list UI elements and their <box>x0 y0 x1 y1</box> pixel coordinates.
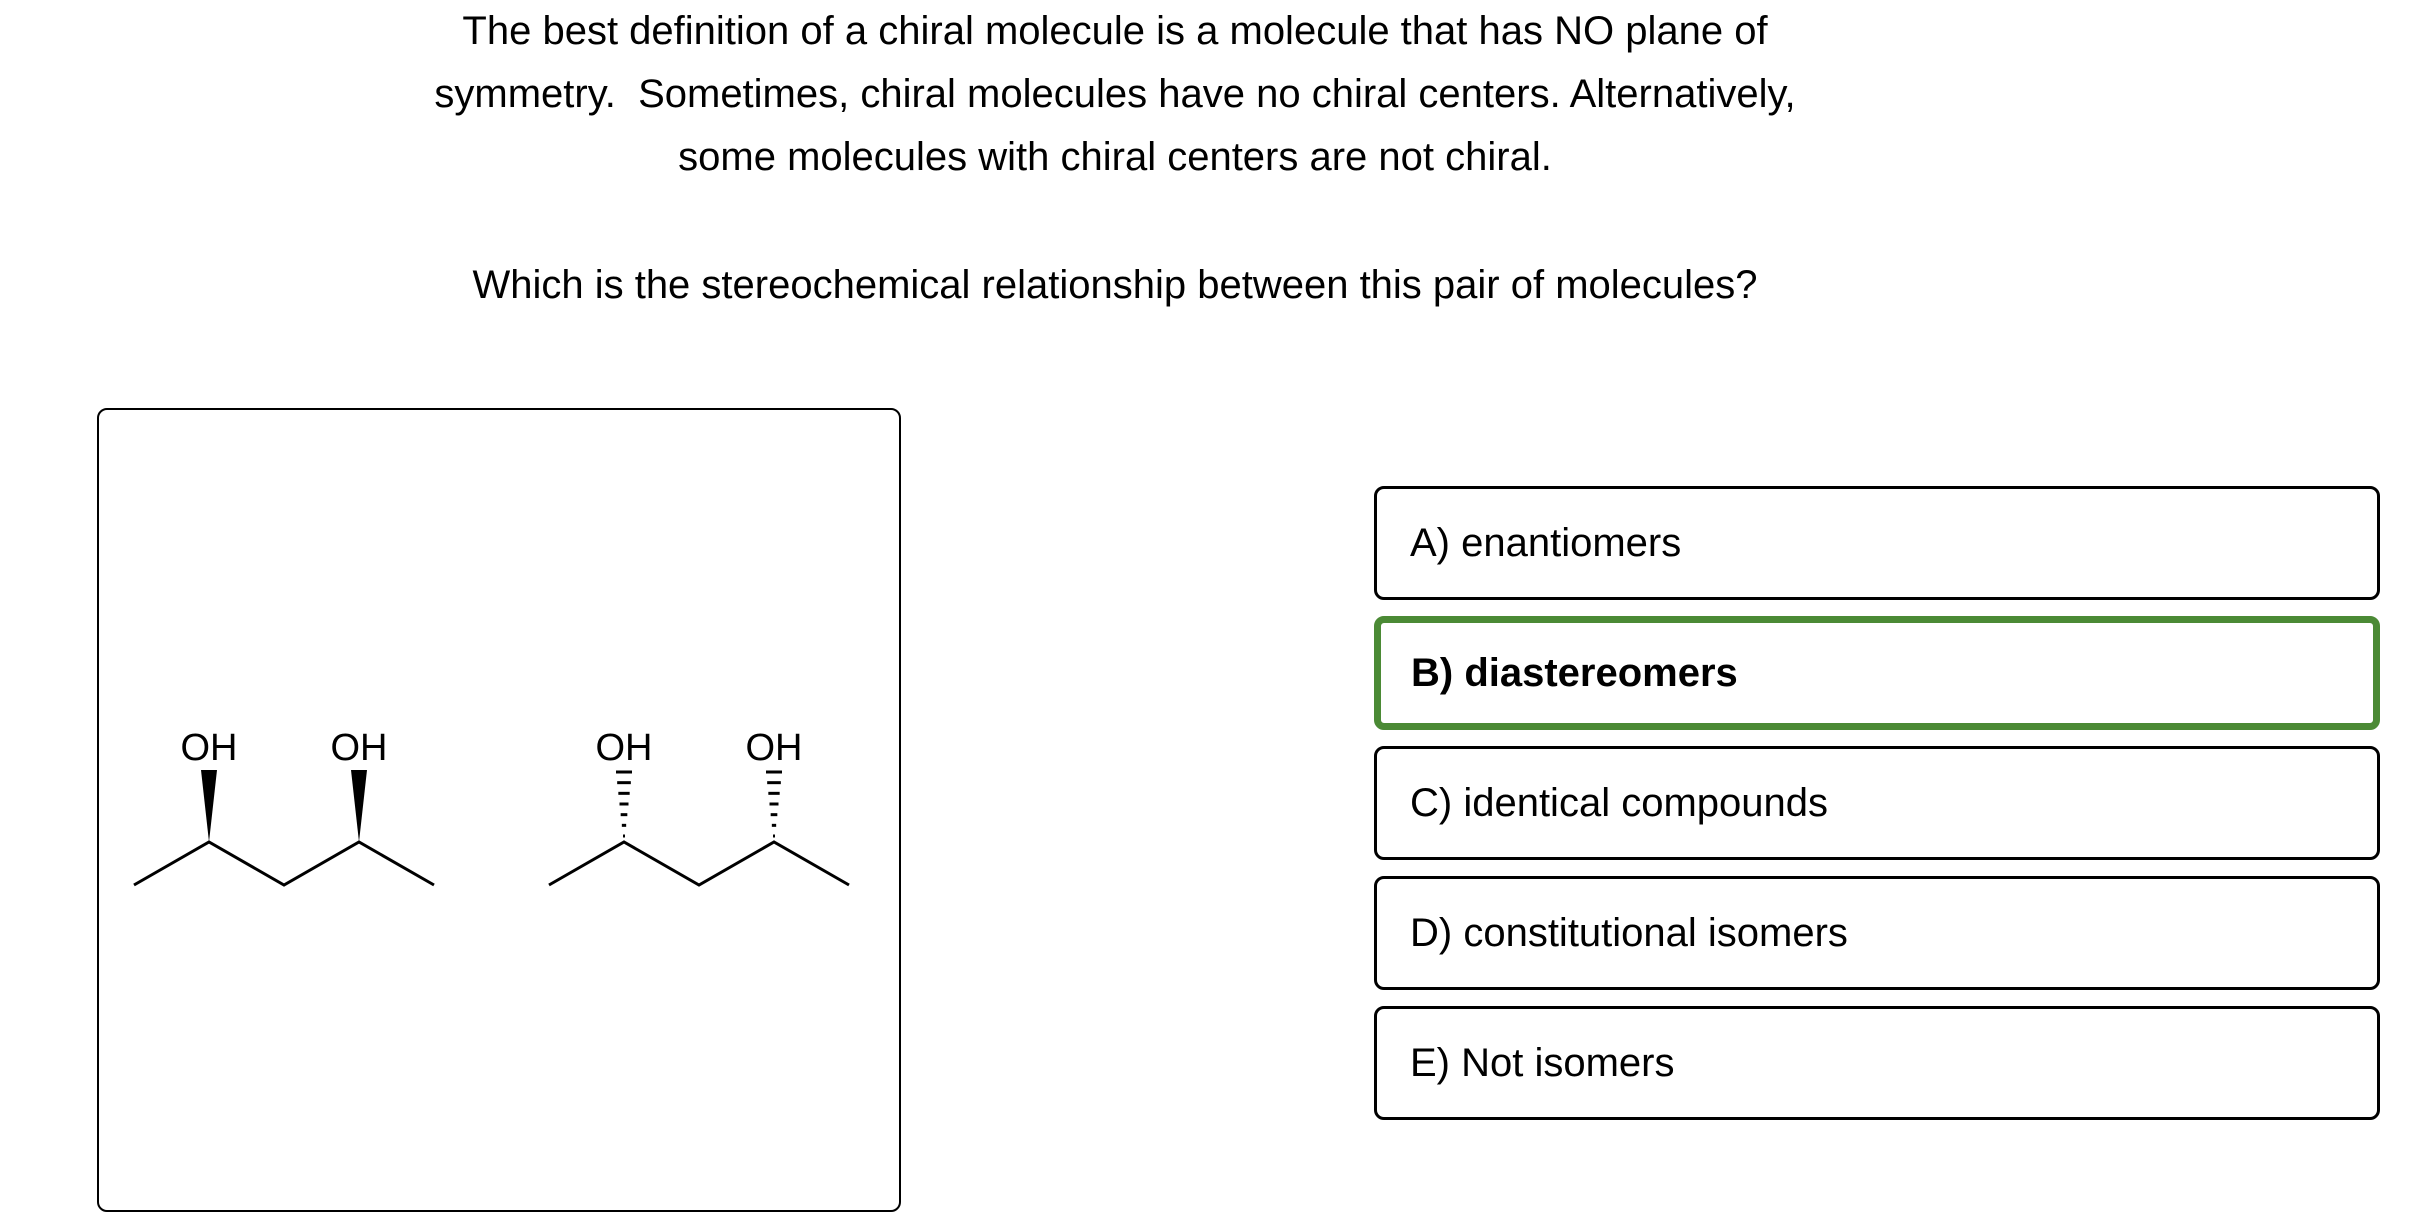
option-c-label: C) identical compounds <box>1410 780 1828 825</box>
left-wedge-bond-2 <box>351 770 367 842</box>
option-e-label: E) Not isomers <box>1410 1040 1675 1085</box>
option-a-enantiomers[interactable] <box>1374 486 2380 600</box>
molecule-left <box>134 727 434 885</box>
left-oh-label-2: OH <box>330 727 388 769</box>
molecule-right <box>549 727 849 885</box>
question-text: Which is the stereochemical relationship between this pair of molecules? <box>472 263 1758 307</box>
right-carbon-chain <box>549 842 849 885</box>
left-wedge-bond-1 <box>201 770 217 842</box>
molecule-pair-panel <box>97 408 901 1212</box>
right-hash-bond-1 <box>616 772 632 836</box>
option-e-not-isomers[interactable] <box>1374 1006 2380 1120</box>
option-d-label: D) constitutional isomers <box>1410 910 1848 955</box>
intro-text <box>260 0 1970 189</box>
right-hash-bond-2 <box>766 772 782 836</box>
right-oh-label-1: OH <box>595 727 653 769</box>
intro-line-1: The best definition of a chiral molecule is a molecule that has NO plane of <box>462 9 1768 53</box>
option-a-label: A) enantiomers <box>1410 520 1682 565</box>
left-oh-label-1: OH <box>180 727 238 769</box>
left-carbon-chain <box>134 842 434 885</box>
option-d-constitutional-isomers[interactable] <box>1374 876 2380 990</box>
right-oh-label-2: OH <box>745 727 803 769</box>
option-b-label: B) diastereomers <box>1411 650 1738 695</box>
intro-line-2: symmetry. Sometimes, chiral molecules have no chiral centers. Alternatively, <box>434 72 1796 116</box>
intro-line-3: some molecules with chiral centers are not chiral. <box>678 135 1552 179</box>
molecule-pair-drawing <box>99 410 899 1210</box>
option-b-diastereomers[interactable] <box>1374 616 2380 730</box>
option-c-identical-compounds[interactable] <box>1374 746 2380 860</box>
